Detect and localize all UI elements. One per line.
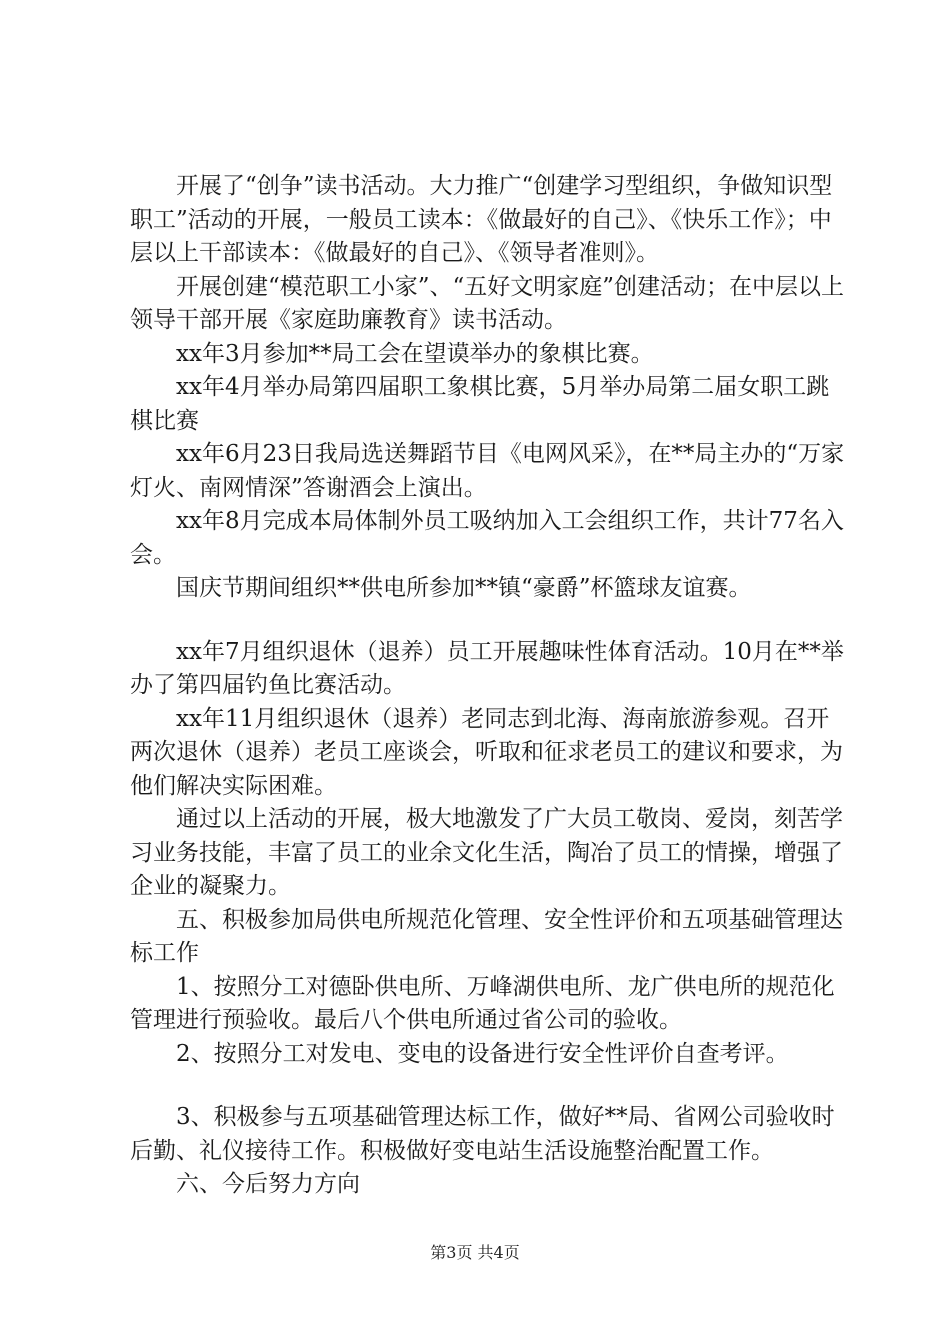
document-body <box>130 170 850 1202</box>
paragraph-chess-april: xx年4月举办局第四届职工象棋比赛，5月举办局第二届女职工跳棋比赛 <box>130 374 830 434</box>
paragraph-summary: 通过以上活动的开展，极大地激发了广大员工敬岗、爱岗，刻苦学习业务技能，丰富了员工的业余文化生活，陶冶了员工的情操，增强了企业的凝聚力。 <box>130 806 843 899</box>
paragraph-item-3: 3、积极参与五项基础管理达标工作，做好**局、省网公司验收时后勤、礼仪接待工作。积极做好变电站生活设施整治配置工作。 <box>130 1104 835 1164</box>
paragraph-item-2: 2、按照分工对发电、变电的设备进行安全性评价自查考评。 <box>176 1040 789 1067</box>
paragraph-gap <box>130 606 850 636</box>
page-number-footer: 第3页 共4页 <box>430 1243 520 1262</box>
paragraph-chess-march: xx年3月参加**局工会在望谟举办的象棋比赛。 <box>176 340 654 367</box>
paragraph-model-home: 开展创建“模范职工小家”、“五好文明家庭”创建活动；在中层以上领导干部开展《家庭助廉教育》读书活动。 <box>130 273 845 333</box>
paragraph-union-august: xx年8月完成本局体制外员工吸纳加入工会组织工作，共计77名入会。 <box>130 508 844 568</box>
paragraph-retiree-sports: xx年7月组织退休（退养）员工开展趣味性体育活动。10月在**举办了第四届钓鱼比赛活动。 <box>130 638 844 698</box>
paragraph-gap <box>130 1071 850 1101</box>
paragraph-basketball: 国庆节期间组织**供电所参加**镇“豪爵”杯篮球友谊赛。 <box>176 575 752 601</box>
section-heading-five: 五、积极参加局供电所规范化管理、安全性评价和五项基础管理达标工作 <box>130 906 843 966</box>
paragraph-item-1: 1、按照分工对德卧供电所、万峰湖供电所、龙广供电所的规范化管理进行预验收。最后八个供电所通过省公司的验收。 <box>130 973 835 1033</box>
paragraph-reading-activity: 开展了“创争”读书活动。大力推广“创建学习型组织，争做知识型职工”活动的开展，一般员工读本：《做最好的自己》、《快乐工作》；中层以上干部读本：《做最好的自己》、《领导者准则》。 <box>130 173 833 266</box>
section-heading-six: 六、今后努力方向 <box>176 1171 360 1197</box>
paragraph-dance-june: xx年6月23日我局选送舞蹈节目《电网风采》，在**局主办的“万家灯火、南网情深”答谢酒会上演出。 <box>130 441 845 501</box>
paragraph-retiree-travel: xx年11月组织退休（退养）老同志到北海、海南旅游参观。召开两次退休（退养）老员工座谈会，听取和征求老员工的建议和要求，为他们解决实际困难。 <box>130 705 843 799</box>
